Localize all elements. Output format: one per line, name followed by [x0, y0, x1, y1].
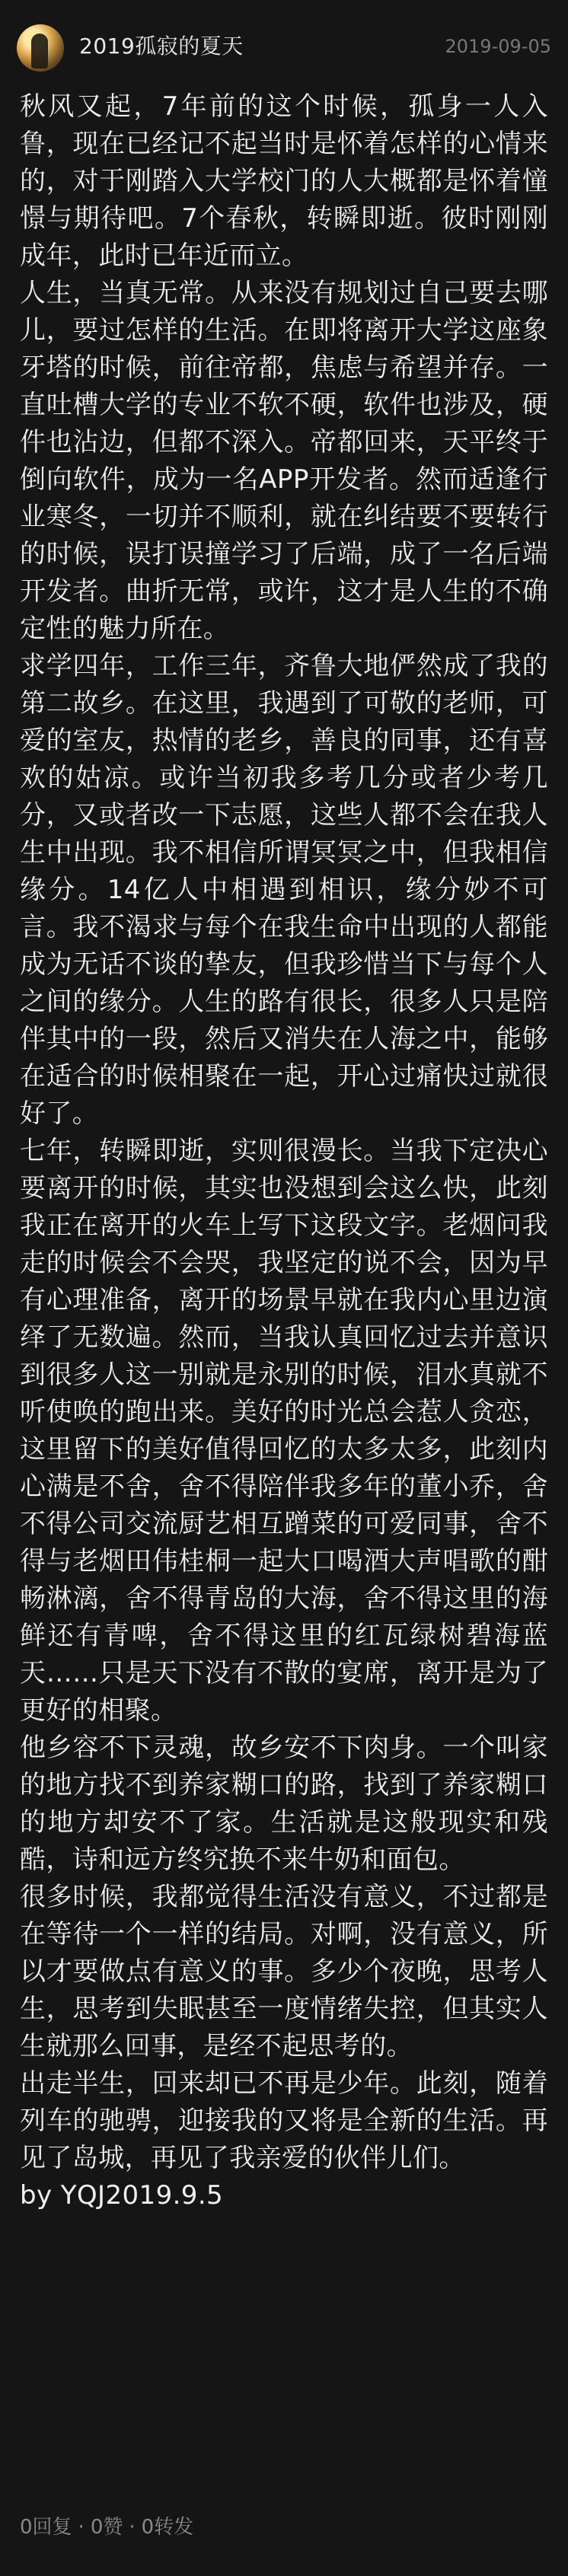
separator-dot: ·: [78, 2516, 85, 2539]
username[interactable]: 2019孤寂的夏天: [79, 33, 244, 59]
paragraph-5: 他乡容不下灵魂，故乡安不下肉身。一个叫家的地方找不到养家糊口的路，找到了养家糊口的地方却安不了家。生活就是这般现实和残酷，诗和远方终究换不来牛奶和面包。: [20, 1733, 548, 1875]
signature: by YQJ2019.9.5: [20, 2180, 224, 2211]
post-stats: [20, 2515, 193, 2539]
post-content: [20, 88, 548, 2214]
paragraph-7: 出走半生，回来却已不再是少年。此刻，随着列车的驰骋，迎接我的又将是全新的生活。再见了岛城，再见了我亲爱的伙伴儿们。: [20, 2068, 548, 2173]
reply-count[interactable]: 0回复: [20, 2516, 72, 2539]
post-header: [0, 0, 568, 91]
paragraph-4: 七年，转瞬即逝，实则很漫长。当我下定决心要离开的时候，其实也没想到会这么快，此刻我正在离开的火车上写下这段文字。老烟问我走的时候会不会哭，我坚定的说不会，因为早有心理准备，离开的场景早就在我内心里边演绎了无数遍。然而，当我认真回忆过去并意识到很多人这一别就是永别的时候，泪水真就不听使唤的跑出来。美好的时光总会惹人贪恋，这里留下的美好值得回忆的太多太多，此刻内心满是不舍，舍不得陪伴我多年的董小乔，舍不得公司交流厨艺相互蹭菜的可爱同事，舍不得与老烟田伟桂桐一起大口喝酒大声唱歌的酣畅淋漓，舍不得青岛的大海，舍不得这里的海鲜还有青啤，舍不得这里的红瓦绿树碧海蓝天……只是天下没有不散的宴席，离开是为了更好的相聚。: [20, 1136, 548, 1726]
paragraph-2: 人生，当真无常。从来没有规划过自己要去哪儿，要过怎样的生活。在即将离开大学这座象牙塔的时候，前往帝都，焦虑与希望并存。一直吐槽大学的专业不软不硬，软件也涉及，硬件也沾边，但都不深入。帝都回来，天平终于倒向软件，成为一名APP开发者。然而适逢行业寒冬，一切并不顺利，就在纠结要不要转行的时候，误打误撞学习了后端，成了一名后端开发者。曲折无常，或许，这才是人生的不确定性的魅力所在。: [20, 278, 548, 644]
paragraph-6: 很多时候，我都觉得生活没有意义，不过都是在等待一个一样的结局。对啊，没有意义，所以才要做点有意义的事。多少个夜晚，思考人生，思考到失眠甚至一度情绪失控，但其实人生就那么回事，是经不起思考的。: [20, 1882, 548, 2061]
separator-dot: ·: [129, 2516, 136, 2539]
like-count[interactable]: 0赞: [90, 2516, 123, 2539]
avatar[interactable]: [17, 24, 64, 72]
post-date: 2019-09-05: [445, 36, 551, 57]
paragraph-3: 求学四年，工作三年，齐鲁大地俨然成了我的第二故乡。在这里，我遇到了可敬的老师，可爱的室友，热情的老乡，善良的同事，还有喜欢的姑凉。或许当初我多考几分或者少考几分，又或者改一下志愿，这些人都不会在我人生中出现。我不相信所谓冥冥之中，但我相信缘分。14亿人中相遇到相识，缘分妙不可言。我不渴求与每个在我生命中出现的人都能成为无话不谈的挚友，但我珍惜当下与每个人之间的缘分。人生的路有很长，很多人只是陪伴其中的一段，然后又消失在人海之中，能够在适合的时候相聚在一起，开心过痛快过就很好了。: [20, 651, 548, 1129]
share-count[interactable]: 0转发: [141, 2516, 194, 2539]
avatar-silhouette: [31, 33, 48, 69]
paragraph-1: 秋风又起，7年前的这个时候，孤身一人入鲁，现在已经记不起当时是怀着怎样的心情来的，对于刚踏入大学校门的人大概都是怀着憧憬与期待吧。7个春秋，转瞬即逝。彼时刚刚成年，此时已年近而立。: [20, 91, 548, 271]
